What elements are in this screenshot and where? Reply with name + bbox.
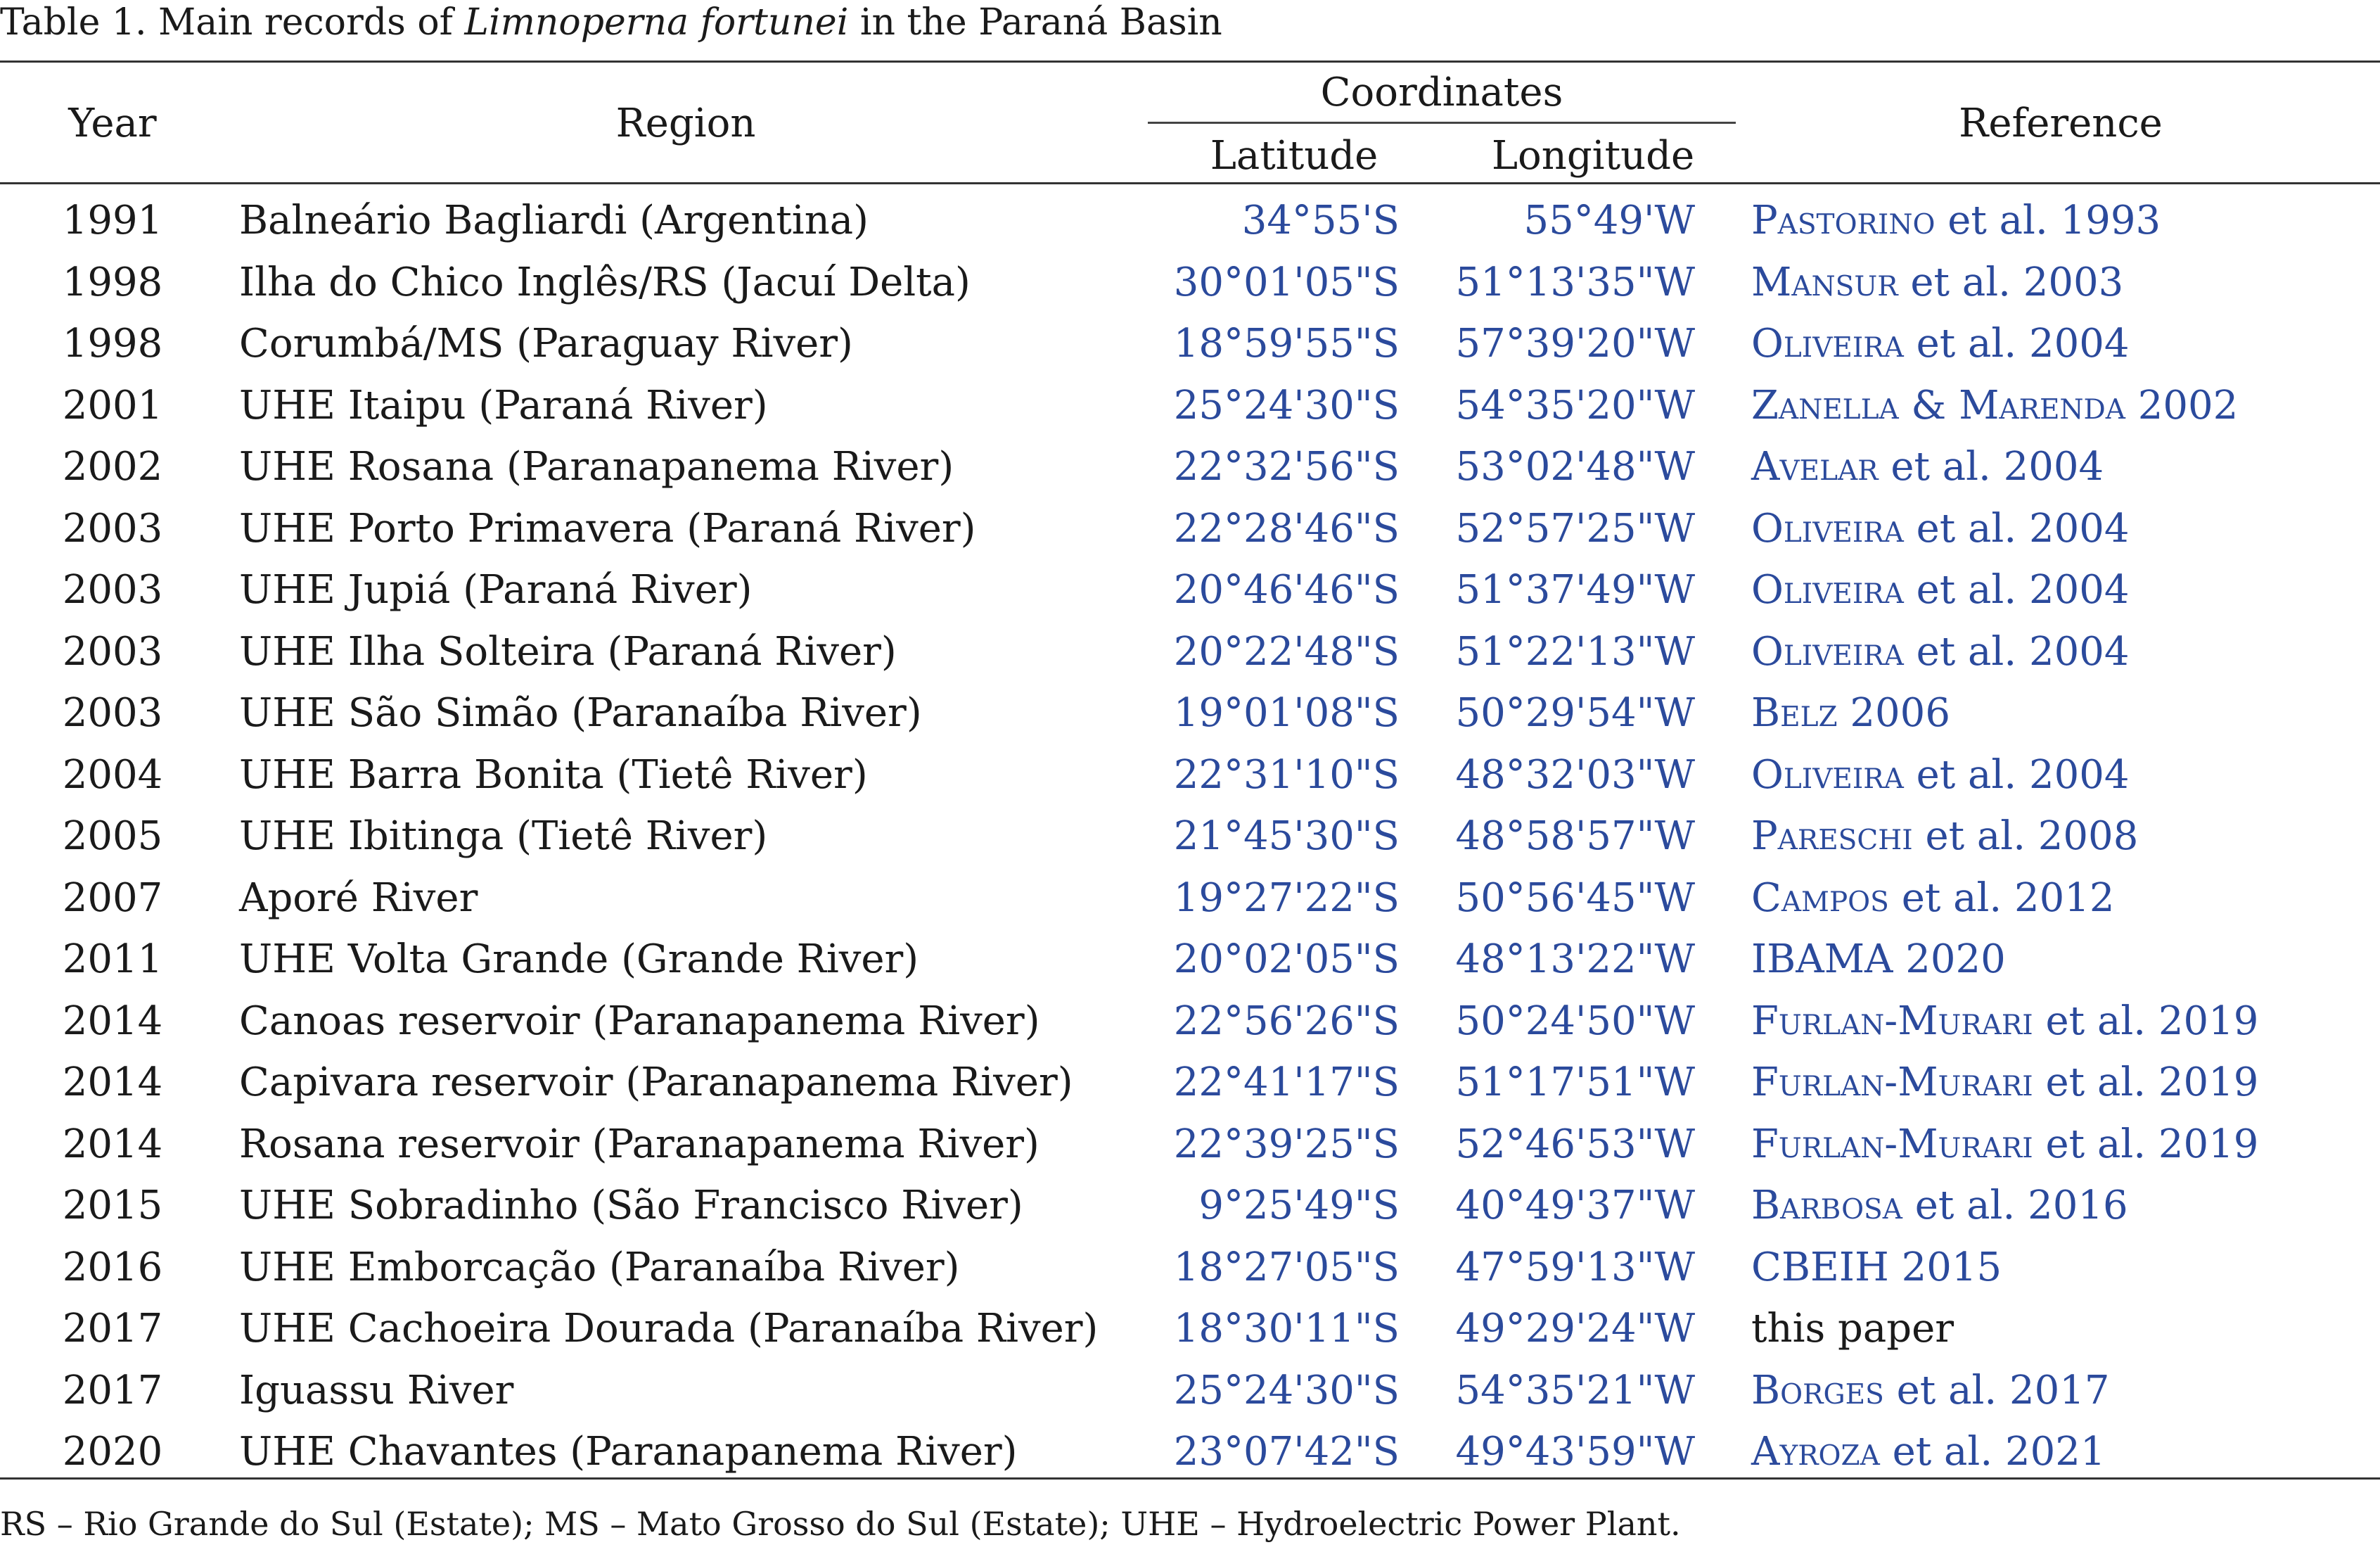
table-row <box>0 682 2380 744</box>
cell-region: UHE Ilha Solteira (Paraná River) <box>239 628 897 675</box>
reference-author[interactable]: Oliveira <box>1751 567 1904 613</box>
cell-reference[interactable] <box>1751 507 2129 552</box>
table-row <box>0 1052 2380 1114</box>
table-body <box>0 190 2380 1483</box>
cell-longitude: 54°35'21"W <box>1455 1367 1695 1413</box>
reference-citation[interactable]: et al. 2008 <box>1912 813 2139 859</box>
reference-author[interactable]: Pareschi <box>1751 813 1913 859</box>
cell-longitude: 48°58'57"W <box>1455 813 1695 859</box>
table-row <box>0 1298 2380 1360</box>
cell-year: 2003 <box>62 690 163 736</box>
cell-year: 2011 <box>62 936 163 982</box>
cell-region: Iguassu River <box>239 1367 514 1413</box>
table-row <box>0 375 2380 437</box>
table-row <box>0 744 2380 806</box>
table-row <box>0 1237 2380 1299</box>
cell-latitude: 20°46'46"S <box>1173 567 1400 613</box>
cell-latitude: 22°41'17"S <box>1173 1060 1400 1105</box>
reference-author[interactable]: Borges <box>1751 1367 1884 1413</box>
cell-longitude: 52°57'25"W <box>1455 505 1695 552</box>
reference-author[interactable]: Mansur <box>1751 259 1898 305</box>
reference-citation[interactable]: et al. 2021 <box>1879 1429 2106 1475</box>
cell-year: 2014 <box>62 1121 163 1167</box>
cell-latitude: 22°28'46"S <box>1173 505 1400 552</box>
header-reference: Reference <box>1959 101 2163 146</box>
header-year: Year <box>68 101 157 146</box>
cell-region: Corumbá/MS (Paraguay River) <box>239 321 853 367</box>
cell-region: UHE Barra Bonita (Tietê River) <box>239 751 868 798</box>
cell-region: UHE Sobradinho (São Francisco River) <box>239 1183 1023 1228</box>
reference-author[interactable]: Furlan-Murari <box>1751 998 2033 1044</box>
coordinates-group-rule <box>1148 122 1736 124</box>
cell-latitude: 25°24'30"S <box>1173 382 1400 428</box>
cell-year: 2002 <box>62 444 163 490</box>
reference-author[interactable]: Barbosa <box>1751 1183 1902 1228</box>
table-row <box>0 559 2380 621</box>
caption-prefix: Table 1. Main records of <box>0 1 465 44</box>
cell-region: UHE Ibitinga (Tietê River) <box>239 813 768 859</box>
cell-year: 2005 <box>62 813 163 859</box>
reference-author[interactable]: Campos <box>1751 874 1889 921</box>
cell-year: 2003 <box>62 567 163 613</box>
cell-year: 2020 <box>62 1429 163 1475</box>
table-caption <box>0 0 1222 45</box>
cell-year: 2001 <box>62 382 163 428</box>
cell-reference[interactable] <box>1751 999 2258 1044</box>
reference-author[interactable]: Oliveira <box>1751 505 1904 552</box>
cell-region: UHE Itaipu (Paraná River) <box>239 382 768 428</box>
cell-longitude: 57°39'20"W <box>1455 321 1695 367</box>
cell-latitude: 20°22'48"S <box>1173 628 1400 675</box>
reference-citation[interactable]: et al. 2019 <box>2033 1060 2259 1105</box>
cell-year: 2003 <box>62 505 163 552</box>
cell-longitude: 50°56'45"W <box>1455 874 1695 921</box>
table-footnote: RS – Rio Grande do Sul (Estate); MS – Mato Grosso do Sul (Estate); UHE – Hydroelectric Power Plant. <box>0 1505 1681 1543</box>
cell-latitude: 18°30'11"S <box>1173 1306 1400 1351</box>
cell-region: UHE Porto Primavera (Paraná River) <box>239 505 976 552</box>
table-row <box>0 929 2380 991</box>
reference-citation[interactable]: et al. 2004 <box>1903 505 2130 552</box>
caption-species: Limnoperna fortunei <box>464 1 849 44</box>
cell-region: UHE Emborcação (Paranaíba River) <box>239 1244 960 1290</box>
cell-reference[interactable] <box>1751 814 2138 859</box>
table-row <box>0 313 2380 375</box>
cell-longitude: 51°22'13"W <box>1455 628 1695 675</box>
cell-latitude: 9°25'49"S <box>1198 1183 1400 1228</box>
reference-citation[interactable]: et al. 2019 <box>2033 998 2259 1044</box>
reference-citation[interactable]: et al. 2004 <box>1878 444 2104 490</box>
cell-reference[interactable] <box>1751 1122 2258 1167</box>
cell-longitude: 51°37'49"W <box>1455 567 1695 613</box>
cell-longitude: 48°32'03"W <box>1455 751 1695 798</box>
cell-latitude: 22°39'25"S <box>1173 1121 1400 1167</box>
cell-year: 2017 <box>62 1367 163 1413</box>
cell-reference[interactable] <box>1751 753 2129 798</box>
cell-reference[interactable] <box>1751 630 2129 675</box>
table-top-rule <box>0 61 2380 63</box>
cell-longitude: 52°46'53"W <box>1455 1121 1695 1167</box>
cell-longitude: 49°29'24"W <box>1455 1306 1695 1351</box>
cell-reference[interactable] <box>1751 937 2006 982</box>
table-row <box>0 190 2380 252</box>
cell-reference[interactable] <box>1751 1368 2110 1413</box>
table-row <box>0 1421 2380 1483</box>
cell-longitude: 50°29'54"W <box>1455 690 1695 736</box>
table-row <box>0 621 2380 683</box>
table-row <box>0 806 2380 867</box>
caption-suffix: in the Paraná Basin <box>848 1 1222 44</box>
cell-year: 2014 <box>62 1060 163 1105</box>
cell-region: UHE Rosana (Paranapanema River) <box>239 444 954 490</box>
cell-year: 2015 <box>62 1183 163 1228</box>
table-row <box>0 252 2380 314</box>
cell-latitude: 30°01'05"S <box>1173 259 1400 305</box>
cell-year: 2004 <box>62 751 163 798</box>
cell-latitude: 18°27'05"S <box>1173 1244 1400 1290</box>
table-bottom-rule <box>0 1477 2380 1480</box>
reference-citation[interactable]: et al. 2004 <box>1903 751 2130 798</box>
cell-reference[interactable] <box>1751 445 2104 490</box>
reference-author[interactable]: Furlan-Murari <box>1751 1121 2033 1167</box>
cell-year: 1998 <box>62 321 163 367</box>
cell-longitude: 49°43'59"W <box>1455 1429 1695 1475</box>
cell-latitude: 20°02'05"S <box>1173 936 1400 982</box>
cell-reference[interactable] <box>1751 876 2115 921</box>
table-row <box>0 498 2380 560</box>
reference-citation[interactable]: et al. 2012 <box>1888 874 2115 921</box>
cell-year: 2003 <box>62 628 163 675</box>
cell-longitude: 54°35'20"W <box>1455 382 1695 428</box>
header-latitude: Latitude <box>1210 133 1378 179</box>
header-region: Region <box>615 101 756 146</box>
cell-region: UHE Cachoeira Dourada (Paranaíba River) <box>239 1306 1099 1351</box>
reference-author[interactable]: Avelar <box>1751 444 1879 490</box>
cell-longitude: 48°13'22"W <box>1455 936 1695 982</box>
cell-reference[interactable] <box>1751 260 2123 305</box>
cell-latitude: 22°56'26"S <box>1173 998 1400 1044</box>
cell-year: 2014 <box>62 998 163 1044</box>
cell-longitude: 51°13'35"W <box>1455 259 1695 305</box>
table-row <box>0 991 2380 1052</box>
reference-citation[interactable]: et al. 2019 <box>2033 1121 2259 1167</box>
reference-author[interactable]: Oliveira <box>1751 628 1904 675</box>
reference-citation: this paper <box>1751 1306 1954 1351</box>
cell-longitude: 50°24'50"W <box>1455 998 1695 1044</box>
reference-citation[interactable]: et al. 2004 <box>1903 567 2130 613</box>
cell-longitude: 55°49'W <box>1523 198 1695 243</box>
table-row <box>0 1114 2380 1176</box>
cell-region: Ilha do Chico Inglês/RS (Jacuí Delta) <box>239 259 971 305</box>
reference-citation[interactable]: et al. 2003 <box>1898 259 2124 305</box>
cell-latitude: 19°27'22"S <box>1173 874 1400 921</box>
table-row <box>0 436 2380 498</box>
cell-region: Balneário Bagliardi (Argentina) <box>239 198 869 243</box>
table-row <box>0 1360 2380 1422</box>
cell-longitude: 51°17'51"W <box>1455 1060 1695 1105</box>
reference-author[interactable]: Belz <box>1751 690 1838 736</box>
cell-reference[interactable] <box>1751 1060 2258 1105</box>
cell-longitude: 53°02'48"W <box>1455 444 1695 490</box>
cell-region: UHE Jupiá (Paraná River) <box>239 567 753 613</box>
cell-latitude: 18°59'55"S <box>1173 321 1400 367</box>
cell-year: 2017 <box>62 1306 163 1351</box>
reference-author[interactable]: Oliveira <box>1751 751 1904 798</box>
reference-author[interactable]: Furlan-Murari <box>1751 1060 2033 1105</box>
reference-citation[interactable]: et al. 2004 <box>1903 628 2130 675</box>
cell-latitude: 22°32'56"S <box>1173 444 1400 490</box>
cell-reference[interactable] <box>1751 1430 2105 1475</box>
cell-region: UHE Chavantes (Paranapanema River) <box>239 1429 1018 1475</box>
cell-reference <box>1751 1306 1954 1351</box>
cell-longitude: 40°49'37"W <box>1455 1183 1695 1228</box>
reference-author[interactable]: Ayroza <box>1751 1429 1880 1475</box>
reference-citation[interactable]: et al. 2004 <box>1903 321 2130 367</box>
cell-year: 2016 <box>62 1244 163 1290</box>
cell-reference[interactable] <box>1751 1245 2002 1290</box>
header-longitude: Longitude <box>1491 133 1695 179</box>
cell-region: Canoas reservoir (Paranapanema River) <box>239 998 1040 1044</box>
cell-region: UHE Volta Grande (Grande River) <box>239 936 919 982</box>
cell-reference[interactable] <box>1751 1183 2128 1228</box>
reference-citation[interactable]: et al. 1993 <box>1935 198 2161 243</box>
cell-latitude: 19°01'08"S <box>1173 690 1400 736</box>
reference-author[interactable]: Pastorino <box>1751 198 1936 243</box>
cell-reference[interactable] <box>1751 322 2129 367</box>
cell-year: 2007 <box>62 874 163 921</box>
table-header-rule <box>0 182 2380 184</box>
cell-region: Capivara reservoir (Paranapanema River) <box>239 1060 1073 1105</box>
reference-citation[interactable]: 2006 <box>1837 690 1950 736</box>
cell-reference[interactable] <box>1751 691 1950 736</box>
cell-reference[interactable] <box>1751 198 2161 243</box>
cell-latitude: 25°24'30"S <box>1173 1367 1400 1413</box>
cell-longitude: 47°59'13"W <box>1455 1244 1695 1290</box>
reference-author[interactable]: Oliveira <box>1751 321 1904 367</box>
cell-latitude: 23°07'42"S <box>1173 1429 1400 1475</box>
reference-citation[interactable]: et al. 2016 <box>1902 1183 2128 1228</box>
cell-region: Rosana reservoir (Paranapanema River) <box>239 1121 1039 1167</box>
table-row <box>0 1175 2380 1237</box>
reference-citation[interactable]: CBEIH 2015 <box>1751 1244 2002 1290</box>
reference-citation[interactable]: 2002 <box>2125 382 2239 428</box>
cell-reference[interactable] <box>1751 383 2238 428</box>
table-row <box>0 867 2380 929</box>
cell-reference[interactable] <box>1751 568 2129 613</box>
cell-region: UHE São Simão (Paranaíba River) <box>239 690 922 736</box>
cell-latitude: 34°55'S <box>1241 198 1400 243</box>
reference-author[interactable]: Zanella & Marenda <box>1751 382 2125 428</box>
reference-citation[interactable]: et al. 2017 <box>1883 1367 2110 1413</box>
cell-latitude: 21°45'30"S <box>1173 813 1400 859</box>
reference-citation[interactable]: IBAMA 2020 <box>1751 936 2006 982</box>
header-coordinates: Coordinates <box>1320 70 1563 115</box>
cell-region: Aporé River <box>239 874 478 921</box>
cell-latitude: 22°31'10"S <box>1173 751 1400 798</box>
cell-year: 1991 <box>62 198 163 243</box>
cell-year: 1998 <box>62 259 163 305</box>
